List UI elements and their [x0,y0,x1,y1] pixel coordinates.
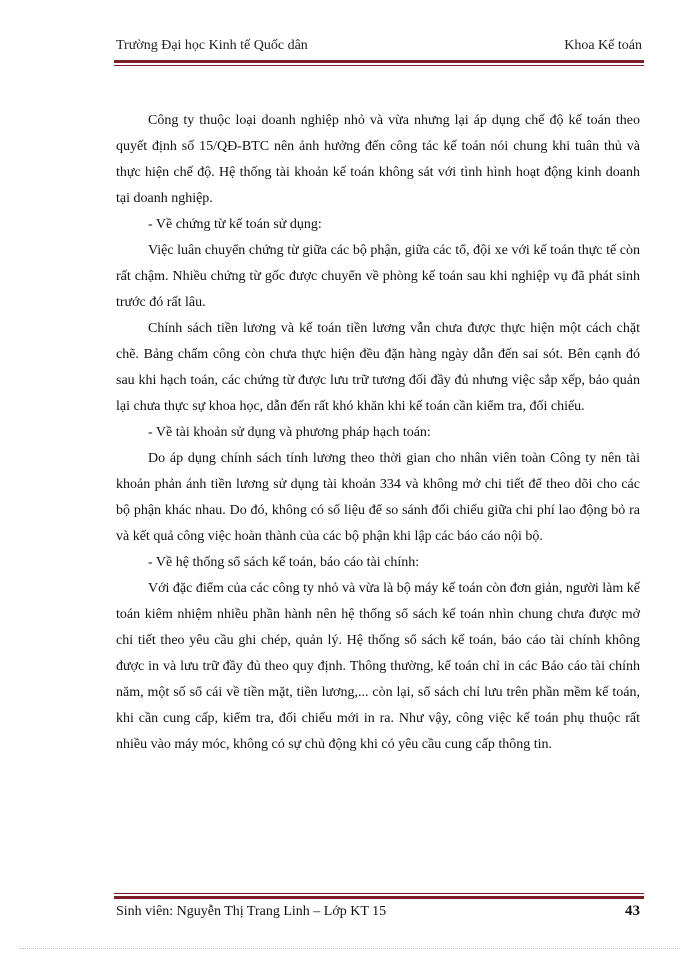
footer-rule-thick [114,896,644,899]
page-header [116,38,642,54]
header-rule-thick [114,60,644,63]
paragraph: Công ty thuộc loại doanh nghiệp nhỏ và vừa nhưng lại áp dụng chế độ kế toán theo quyết định số 15/QĐ-BTC nên ảnh hưởng đến công tác kế toán nói chung khi tuân thủ và thực hiện chế độ. Hệ thống tài khoản kế toán không sát với tình hình hoạt động kinh doanh tại doanh nghiệp. [116,113,640,206]
paragraph: Do áp dụng chính sách tính lương theo thời gian cho nhân viên toàn Công ty nên tài khoản phản ánh tiền lương sử dụng tài khoản 334 và không mở chi tiết để theo dõi cho các bộ phận khác nhau. Do đó, không có số liệu để so sánh đối chiếu giữa chi phí lao động bỏ ra và kết quả công việc hoàn thành của các bộ phận khi lập các báo cáo nội bộ. [116,451,640,544]
section-heading: - Về chứng từ kế toán sử dụng: [148,217,322,232]
header-rule-thin [114,65,644,66]
faculty-name: Khoa Kế toán [564,38,642,53]
page-number: 43 [625,903,640,919]
paragraph: Chính sách tiền lương và kế toán tiền lương vẫn chưa được thực hiện một cách chặt chẽ. Bảng chấm công còn chưa thực hiện đều đặn hàng ngày dẫn đến sai sót. Bên cạnh đó sau khi hạch toán, các chứng từ được lưu trữ tương đối đầy đủ nhưng việc sắp xếp, bảo quản lại chưa thực sự khoa học, dẫn đến rất khó khăn khi kế toán cần kiểm tra, đối chiếu. [116,321,640,414]
section-heading: - Về tài khoản sử dụng và phương pháp hạch toán: [148,425,431,440]
page-footer [116,903,640,920]
school-name: Trường Đại học Kinh tế Quốc dân [116,38,308,53]
paragraph: Việc luân chuyển chứng từ giữa các bộ phận, giữa các tổ, đội xe với kế toán thực tế còn rất chậm. Nhiều chứng từ gốc được chuyển về phòng kế toán sau khi nghiệp vụ đã phát sinh trước đó rất lâu. [116,243,640,310]
page-break-line [20,948,680,949]
footer-rule-thin [114,893,644,894]
body-text [116,108,640,758]
paragraph: Với đặc điểm của các công ty nhỏ và vừa là bộ máy kế toán còn đơn giản, người làm kế toán kiêm nhiệm nhiều phần hành nên hệ thống sổ sách kế toán nhìn chung chưa được mở chi tiết theo yêu cầu ghi chép, quản lý. Hệ thống sổ sách kế toán, báo cáo tài chính không được in và lưu trữ đầy đủ theo quy định. Thông thường, kế toán chỉ in các Báo cáo tài chính năm, một số sổ cái về tiền mặt, tiền lương,... còn lại, sổ sách chỉ lưu trên phần mềm kế toán, khi cần cung cấp, kiểm tra, đối chiếu mới in ra. Như vậy, công việc kế toán phụ thuộc rất nhiều vào máy móc, không có sự chủ động khi có yêu cầu cung cấp thông tin. [116,581,640,752]
student-info: Sinh viên: Nguyễn Thị Trang Linh – Lớp KT 15 [116,904,387,919]
section-heading: - Về hệ thống sổ sách kế toán, báo cáo tài chính: [148,555,420,570]
